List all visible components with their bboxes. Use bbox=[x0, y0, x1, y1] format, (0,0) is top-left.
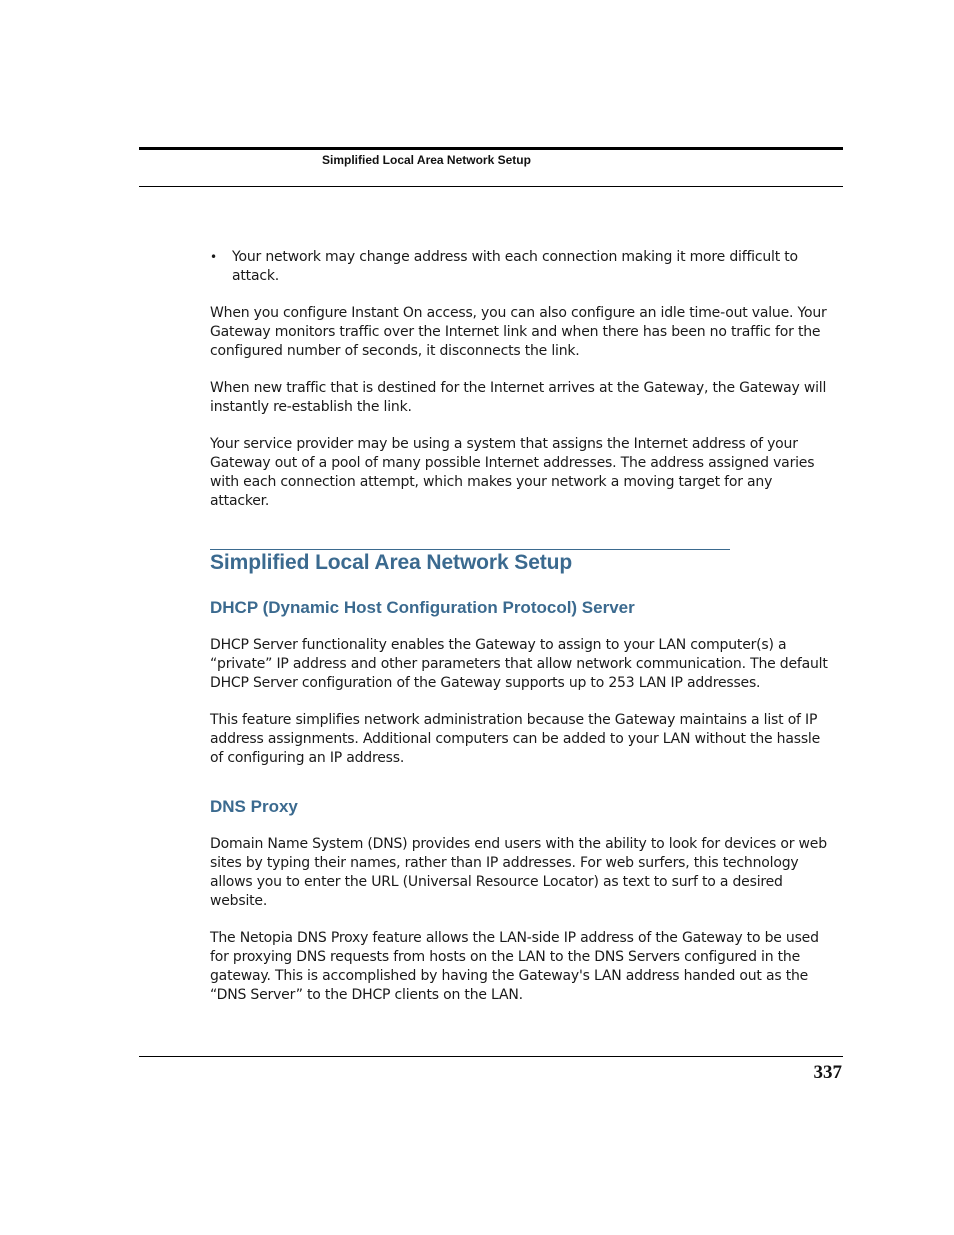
dhcp-heading: DHCP (Dynamic Host Configuration Protocol) Server bbox=[210, 598, 635, 617]
header-rule-thick bbox=[139, 147, 843, 150]
footer-rule bbox=[139, 1056, 843, 1057]
section-title: Simplified Local Area Network Setup bbox=[210, 551, 573, 574]
intro-paragraph: Your service provider may be using a system that assigns the Internet address of your Gateway out of a pool of many possible Internet addresses. The address assigned varies with each connection attempt, which makes your network a moving target for any attacker. bbox=[210, 436, 815, 509]
intro-paragraph: When you configure Instant On access, you can also configure an idle time-out value. Your Gateway monitors traffic over the Internet link and when there has been no traffic for the configured number of seconds, it disconnects the link. bbox=[210, 305, 827, 359]
dns-paragraph: Domain Name System (DNS) provides end users with the ability to look for devices or web sites by typing their names, rather than IP addresses. For web surfers, this technology allows you to enter the URL (Universal Resource Locator) as text to surf to a desired website. bbox=[210, 836, 827, 909]
intro-paragraph: When new traffic that is destined for the Internet arrives at the Gateway, the Gateway will instantly re-establish the link. bbox=[210, 380, 827, 415]
bullet-icon: • bbox=[210, 250, 217, 264]
dhcp-paragraph: This feature simplifies network administration because the Gateway maintains a list of IP address assignments. Additional computers can be added to your LAN without the hassle of configuring an IP address. bbox=[210, 712, 821, 766]
page-number: 337 bbox=[813, 1062, 842, 1083]
dhcp-paragraph: DHCP Server functionality enables the Gateway to assign to your LAN computer(s) a “private” IP address and other parameters that allow network communication. The default DHCP Server configuration of the Gateway supports up to 253 LAN IP addresses. bbox=[210, 637, 828, 691]
page-body bbox=[210, 248, 830, 1023]
bullet-item bbox=[210, 248, 830, 286]
bullet-text: Your network may change address with each connection making it more difficult to attack. bbox=[232, 249, 798, 284]
dns-heading: DNS Proxy bbox=[210, 797, 298, 816]
running-header: Simplified Local Area Network Setup bbox=[322, 153, 531, 167]
header-rule-thin bbox=[139, 186, 843, 187]
dns-paragraph: The Netopia DNS Proxy feature allows the LAN-side IP address of the Gateway to be used for proxying DNS requests from hosts on the LAN to the DNS Servers configured in the gateway. This is accomplished by having the Gateway's LAN address handed out as the “DNS Server” to the DHCP clients on the LAN. bbox=[210, 930, 819, 1003]
